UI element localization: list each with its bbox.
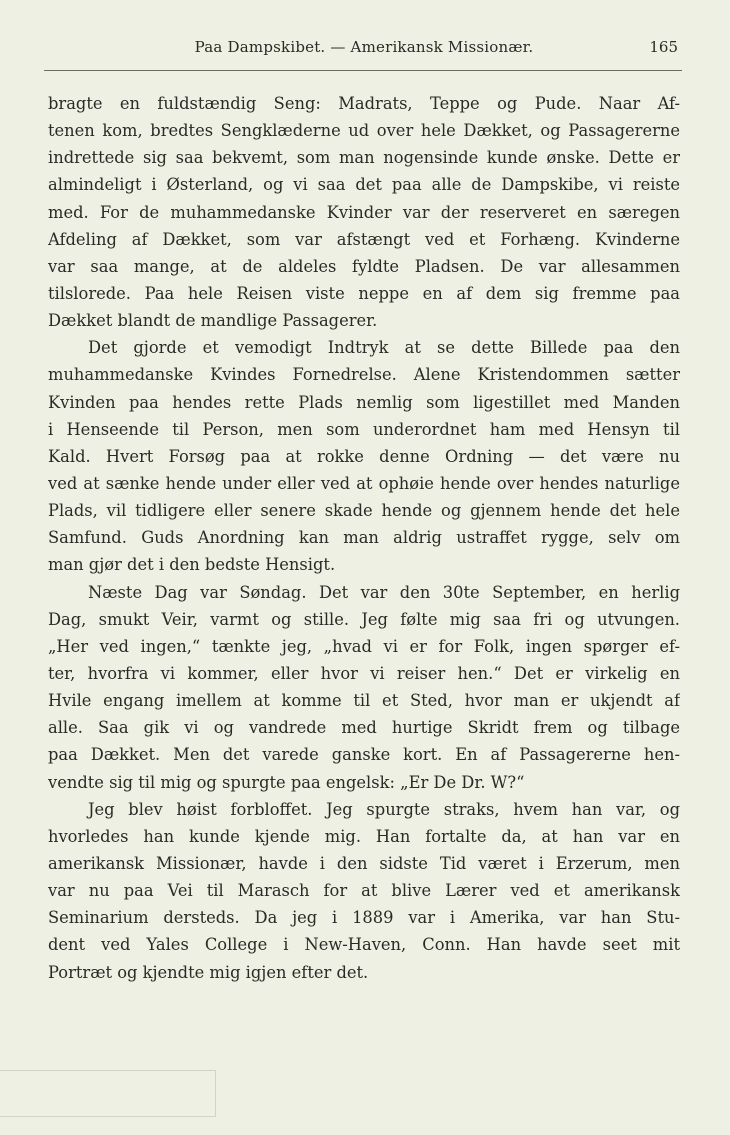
text-line: bragte en fuldstændig Seng: Madrats, Teppe og Pude. Naar Af- — [48, 94, 680, 113]
text-line: indrettede sig saa bekvemt, som man nogensinde kunde ønske. Dette er — [48, 148, 680, 168]
text-line: Det gjorde et vemodigt Indtryk at se dette Billede paa den — [88, 338, 680, 358]
page-number: 165 — [649, 38, 678, 56]
text-line: tilslorede. Paa hele Reisen viste neppe en af dem sig fremme paa — [48, 283, 680, 303]
text-line: man gjør det i den bedste Hensigt. — [48, 555, 336, 575]
running-header — [48, 38, 680, 62]
text-line: Afdeling af Dækket, som var afstængt ved et Forhæng. Kvinderne — [48, 229, 680, 249]
text-line: Portræt og kjendte mig igjen efter det. — [48, 962, 369, 982]
text-line: Kald. Hvert Forsøg paa at rokke denne Ordning — det være nu — [48, 446, 680, 466]
text-line: tenen kom, bredtes Sengklæderne ud over hele Dækket, og Passagererne — [48, 121, 680, 141]
text-line: Samfund. Guds Anordning kan man aldrig ustraffet rygge, selv om — [48, 528, 680, 548]
text-line: muhammedanske Kvindes Fornedrelse. Alene Kristendommen sætter — [48, 365, 680, 385]
text-line: hvorledes han kunde kjende mig. Han fortalte da, at han var en — [48, 826, 680, 846]
paragraph — [48, 90, 680, 334]
text-line: „Her ved ingen,“ tænkte jeg, „hvad vi er for Folk, ingen spørger ef- — [48, 636, 680, 656]
running-title: Paa Dampskibet. — Amerikansk Missionær. — [194, 38, 534, 56]
text-line: var saa mange, at de aldeles fyldte Pladsen. De var allesammen — [48, 256, 680, 276]
text-line: Næste Dag var Søndag. Det var den 30te September, en herlig — [88, 582, 680, 602]
text-line: ved at sænke hende under eller ved at ophøie hende over hendes naturlige — [48, 473, 680, 493]
paragraph — [48, 579, 680, 796]
text-line: paa Dækket. Men det varede ganske kort. En af Passagererne hen- — [48, 745, 680, 765]
text-line: ter, hvorfra vi kommer, eller hvor vi reiser hen.“ Det er virkelig en — [48, 663, 680, 683]
paragraph — [48, 334, 680, 578]
body-text — [48, 90, 680, 986]
text-line: Dag, smukt Veir, varmt og stille. Jeg følte mig saa fri og utvungen. — [48, 609, 680, 629]
text-line: dent ved Yales College i New-Haven, Conn. Han havde seet mit — [48, 935, 680, 955]
text-line: Kvinden paa hendes rette Plads nemlig som ligestillet med Manden — [48, 392, 680, 412]
text-line: vendte sig til mig og spurgte paa engelsk: „Er De Dr. W?“ — [48, 772, 525, 792]
text-line: amerikansk Missionær, havde i den sidste Tid været i Erzerum, men — [48, 853, 680, 873]
text-line: Jeg blev høist forbloffet. Jeg spurgte straks, hvem han var, og — [88, 799, 680, 819]
paragraph — [48, 796, 680, 986]
text-line: med. For de muhammedanske Kvinder var der reserveret en særegen — [48, 202, 680, 222]
text-line: Dækket blandt de mandlige Passagerer. — [48, 311, 378, 331]
text-line: i Henseende til Person, men som underordnet ham med Hensyn til — [48, 419, 680, 439]
text-line: Plads, vil tidligere eller senere skade hende og gjennem hende det hele — [48, 501, 680, 521]
scan-artifact-box — [0, 1070, 216, 1117]
header-rule — [44, 70, 682, 71]
text-line: Seminarium dersteds. Da jeg i 1889 var i Amerika, var han Stu- — [48, 908, 680, 928]
text-line: var nu paa Vei til Marasch for at blive Lærer ved et amerikansk — [48, 881, 680, 901]
text-line: almindeligt i Østerland, og vi saa det paa alle de Dampskibe, vi reiste — [48, 175, 680, 195]
text-line: alle. Saa gik vi og vandrede med hurtige Skridt frem og tilbage — [48, 718, 680, 738]
text-line: Hvile engang imellem at komme til et Sted, hvor man er ukjendt af — [48, 691, 680, 711]
